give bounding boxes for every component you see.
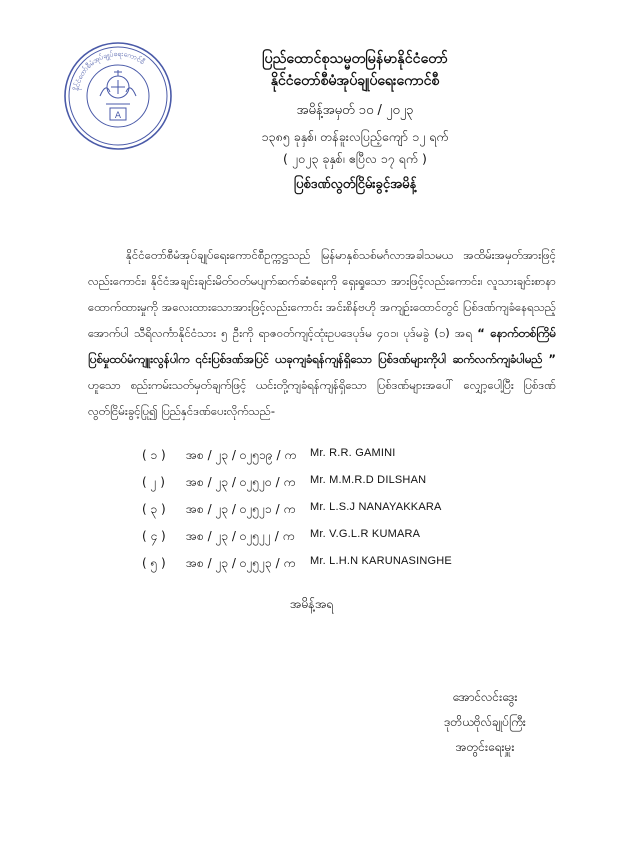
council-name: နိုင်ငံတော်စီမံအုပ်ချုပ်ရေးကောင်စီ: [270, 73, 440, 89]
prisoner-name: Mr. R.R. GAMINI: [310, 447, 396, 459]
list-item: [142, 555, 542, 582]
list-item: [142, 528, 542, 555]
prisoner-name: Mr. M.M.R.D DILSHAN: [310, 474, 427, 486]
signature-block: [410, 685, 560, 760]
item-number: ( ၃ ): [142, 502, 166, 516]
signatory-rank: ဒုတိယဗိုလ်ချုပ်ကြီး: [444, 715, 526, 729]
prisoner-name: Mr. L.S.J NANAYAKKARA: [310, 501, 442, 513]
list-item: [142, 474, 542, 501]
list-item: [142, 447, 542, 474]
prisoner-code: အစ / ၂၃ / ၀၂၅၂၂ / က: [186, 529, 295, 543]
letterhead: [175, 48, 535, 196]
date-myanmar: ၁၃၈၅ ခုနှစ်၊ တန်ခူးလပြည့်ကျော် ၁၂ ရက်: [261, 129, 449, 144]
document-title: ပြစ်ဒဏ်လွတ်ငြိမ်းခွင့်အမိန့်: [293, 177, 417, 192]
body-paragraph: [88, 242, 556, 424]
item-number: ( ၁ ): [142, 448, 166, 462]
by-order-label: အမိန့်အရ: [289, 596, 334, 611]
signatory-position: အတွင်းရေးမှူး: [455, 740, 515, 754]
paragraph-text: နိုင်ငံတော်စီမံအုပ်ချုပ်ရေးကောင်စီဥက္ကဋ္ဌသည် မြန်မာနှစ်သစ်မင်္ဂလာအခါသမယ အထိမ်းအမှတ်အားဖြင့်လည်းကောင်း၊ နိုင်ငံအချင်းချင်းမိတ်ဝတ်မပျက်ဆက်ဆံရေးကို ရှေးရှုသော အားဖြင့်လည်းကောင်း၊ လူသားချင်းစာနာထောက်ထားမှုကို အလေးထားသောအားဖြင့်လည်းကောင်း အင်းစိန်ဗဟို အကျဉ်းထောင်တွင် ပြစ်ဒဏ်ကျခံနေရသည့် အောက်ပါ သီရိလင်္ကာနိုင်ငံသား ၅ ဦးကို ရာဇဝတ်ကျင့်ထုံးဥပဒေပုဒ်မ ၄၀၁၊ ပုဒ်မခွဲ (၁) အရ: [88, 248, 556, 340]
item-number: ( ၄ ): [142, 529, 166, 543]
country-name: ပြည်ထောင်စုသမ္မတမြန်မာနိုင်ငံတော်: [262, 51, 448, 67]
closing-text: ဟူသော စည်းကမ်းသတ်မှတ်ချက်ဖြင့် ယင်းတို့ကျခံရန်ကျန်ရှိသော ပြစ်ဒဏ်များအပေါ် လျှော့ပေါ့ပြီး ပြစ်ဒဏ် လွတ်ငြိမ်းခွင့်ပြု၍ ပြည်နှင်ဒဏ်ပေးလိုက်သည်-: [88, 378, 556, 418]
prisoner-name: Mr. V.G.L.R KUMARA: [310, 528, 421, 540]
date-gregorian: ( ၂၀၂၃ ခုနှစ်၊ ဧပြီလ ၁၇ ရက် ): [283, 151, 427, 166]
official-seal-icon: [62, 40, 174, 152]
condition-quote: “ နောက်တစ်ကြိမ် ပြစ်မှုထပ်မံကျူးလွန်ပါက ၎င်းပြစ်ဒဏ်အပြင် ယခုကျခံရန်ကျန်ရှိသော ပြစ်ဒဏ်များကိုပါ ဆက်လက်ကျခံပါမည် ”: [88, 326, 557, 366]
item-number: ( ၂ ): [142, 475, 165, 489]
prisoner-code: အစ / ၂၃ / ၀၂၅၁၉ / က: [186, 448, 297, 462]
prisoner-code: အစ / ၂၃ / ၀၂၅၂၁ / က: [186, 502, 296, 516]
order-number: အမိန့်အမှတ် ၁၀ / ၂၀၂၃: [296, 103, 414, 118]
prisoner-code: အစ / ၂၃ / ၀၂၅၂၀ / က: [186, 475, 296, 489]
item-number: ( ၅ ): [142, 556, 166, 570]
list-item: [142, 501, 542, 528]
prisoner-code: အစ / ၂၃ / ၀၂၅၂၃ / က: [186, 556, 296, 570]
signatory-name: အောင်လင်းဒွေး: [452, 690, 518, 704]
svg-text:A: A: [114, 111, 122, 121]
seal-outer-text: နိုင်ငံတော်စီမံအုပ်ချုပ်ရေးကောင်စီ: [72, 49, 147, 92]
prisoner-name: Mr. L.H.N KARUNASINGHE: [310, 555, 452, 567]
prisoner-list: [142, 447, 542, 582]
